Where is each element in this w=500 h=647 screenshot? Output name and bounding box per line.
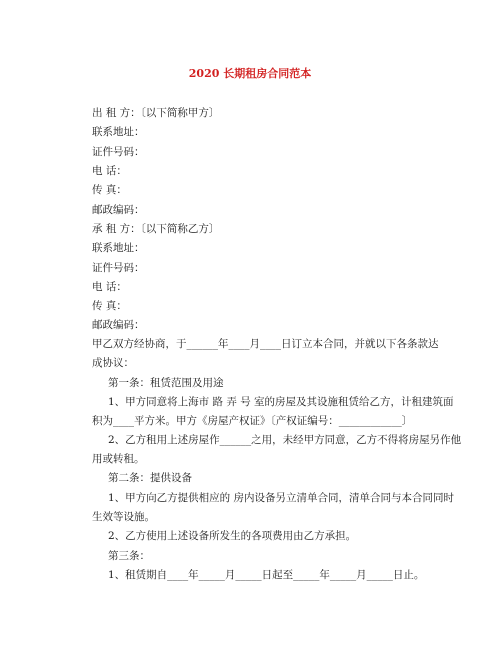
lessor-phone-label: 电 话： [92, 165, 127, 177]
article-1-clause-2-line-1: 2、乙方租用上述房屋作______之用，未经甲方同意，乙方不得将房屋另作他 [108, 434, 462, 446]
lessor-fax-label: 传 真： [92, 184, 127, 196]
intro-line-1: 甲乙双方经协商，于______年____月____日订立本合同，并就以下各条款达 [92, 338, 439, 350]
lessee-address-label: 联系地址： [92, 242, 145, 254]
document-title: 2020 长期租房合同范本 [188, 67, 312, 80]
article-2-heading: 第二条：提供设备 [108, 472, 192, 484]
article-3-clause-1: 1、租赁期自____年_____月_____日起至_____年_____月_____日止。 [108, 569, 425, 581]
article-3-heading: 第三条： [108, 550, 150, 562]
lessor-address-label: 联系地址： [92, 126, 145, 138]
article-1-clause-2-line-2: 用或转租。 [92, 453, 145, 465]
lessor-role: 出 租 方：〔以下简称甲方〕 [92, 107, 220, 119]
lessee-phone-label: 电 话： [92, 281, 127, 293]
article-2-clause-1-line-2: 生效等设施。 [92, 511, 155, 523]
lessor-id-label: 证件号码： [92, 146, 145, 158]
article-1-heading: 第一条：租赁范围及用途 [108, 377, 224, 389]
article-1-clause-1-line-1: 1、甲方同意将上海市 路 弄 号 室的房屋及其设施租赁给乙方，计租建筑面 [108, 396, 454, 408]
article-1-clause-1-line-2: 积为____平方米。甲方《房屋产权证》〔产权证编号：____________〕 [92, 415, 413, 427]
lessee-postcode-label: 邮政编码： [92, 319, 145, 331]
article-2-clause-2: 2、乙方使用上述设备所发生的各项费用由乙方承担。 [108, 530, 357, 542]
lessee-fax-label: 传 真： [92, 300, 127, 312]
article-2-clause-1-line-1: 1、甲方向乙方提供相应的 房内设备另立清单合同，清单合同与本合同同时 [108, 492, 455, 504]
lessee-id-label: 证件号码： [92, 262, 145, 274]
intro-line-2: 成协议： [92, 357, 134, 369]
lessee-role: 承 租 方：〔以下简称乙方〕 [92, 223, 220, 235]
lessor-postcode-label: 邮政编码： [92, 204, 145, 216]
